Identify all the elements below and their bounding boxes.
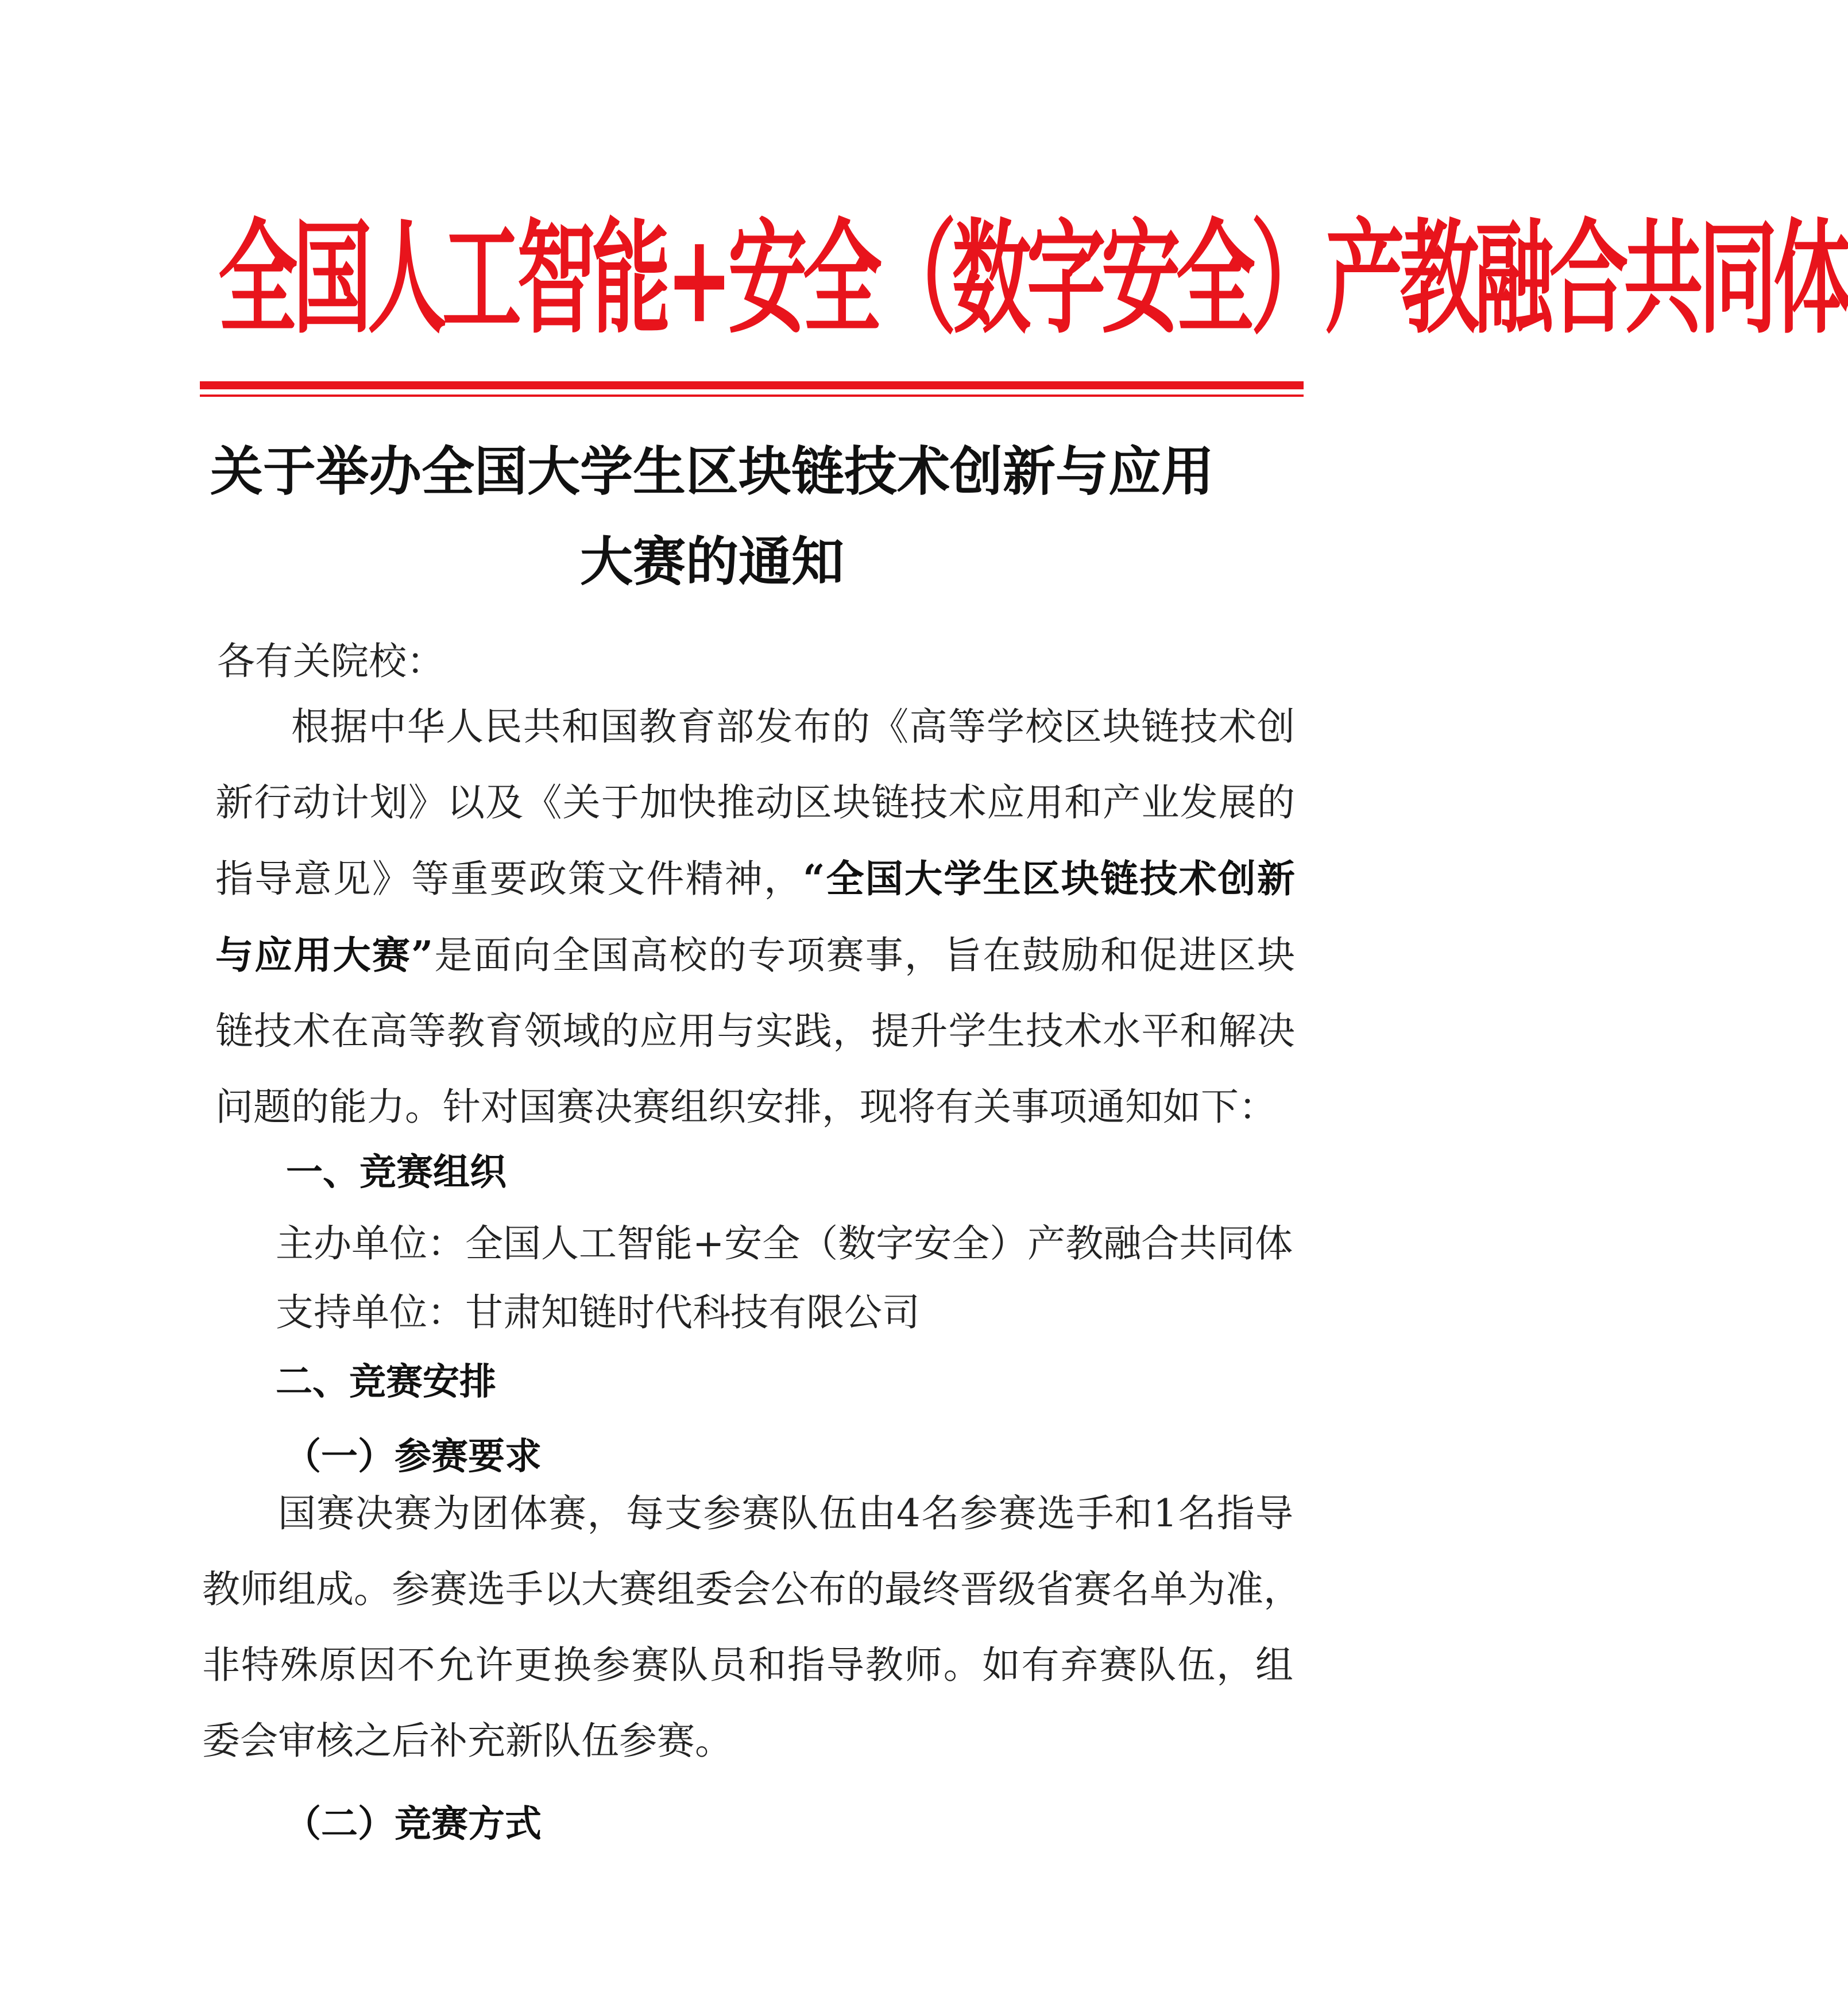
subsection1-heading: （一）参赛要求 bbox=[284, 1436, 542, 1478]
intro-line: 问题的能力。针对国赛决赛组织安排，现将有关事项通知如下： bbox=[215, 1085, 1277, 1129]
intro-line: 新行动计划》以及《关于加快推动区块链技术应用和产业发展的 bbox=[215, 780, 1295, 825]
intro-paragraph bbox=[215, 689, 1295, 1145]
intro-line: 链技术在高等教育领域的应用与实践，提升学生技术水平和解决 bbox=[215, 1009, 1295, 1053]
masthead-rule-thin bbox=[200, 395, 1304, 397]
requirements-line: 国赛决赛为团体赛，每支参赛队伍由4名参赛选手和1名指导 bbox=[278, 1491, 1293, 1536]
organizer-line: 主办单位：全国人工智能+安全（数字安全）产教融合共同体 bbox=[276, 1221, 1293, 1266]
requirements-line: 非特殊原因不允许更换参赛队员和指导教师。如有弃赛队伍，组 bbox=[202, 1643, 1293, 1687]
masthead-rule-thick bbox=[200, 381, 1304, 389]
document-title-line2: 大赛的通知 bbox=[579, 531, 844, 593]
contest-name-emphasis: “全国大学生区块链技术创新 bbox=[803, 856, 1296, 901]
intro-line bbox=[215, 917, 1295, 993]
salutation: 各有关院校： bbox=[217, 639, 444, 683]
section1-heading: 一、竞赛组织 bbox=[286, 1151, 507, 1194]
contest-name-emphasis: 与应用大赛” bbox=[215, 933, 434, 977]
section2-heading: 二、竞赛安排 bbox=[276, 1361, 496, 1403]
intro-line: 根据中华人民共和国教育部发布的《高等学校区块链技术创 bbox=[291, 705, 1295, 749]
supporter-line: 支持单位：甘肃知链时代科技有限公司 bbox=[276, 1290, 920, 1335]
intro-text: 是面向全国高校的专项赛事，旨在鼓励和促进区块 bbox=[433, 933, 1296, 977]
masthead-title: 全国人工智能+安全（数字安全）产教融合共同体 bbox=[218, 205, 1848, 351]
subsection2-heading: （二）竞赛方式 bbox=[284, 1803, 542, 1846]
requirements-line: 委会审核之后补充新队伍参赛。 bbox=[202, 1719, 733, 1763]
intro-text: 指导意见》等重要政策文件精神， bbox=[215, 857, 803, 901]
requirements-line: 教师组成。参赛选手以大赛组委会公布的最终晋级省赛名单为准， bbox=[202, 1567, 1301, 1611]
document-title-line1: 关于举办全国大学生区块链技术创新与应用 bbox=[210, 441, 1214, 502]
requirements-paragraph bbox=[202, 1476, 1301, 1779]
intro-line bbox=[215, 841, 1295, 917]
